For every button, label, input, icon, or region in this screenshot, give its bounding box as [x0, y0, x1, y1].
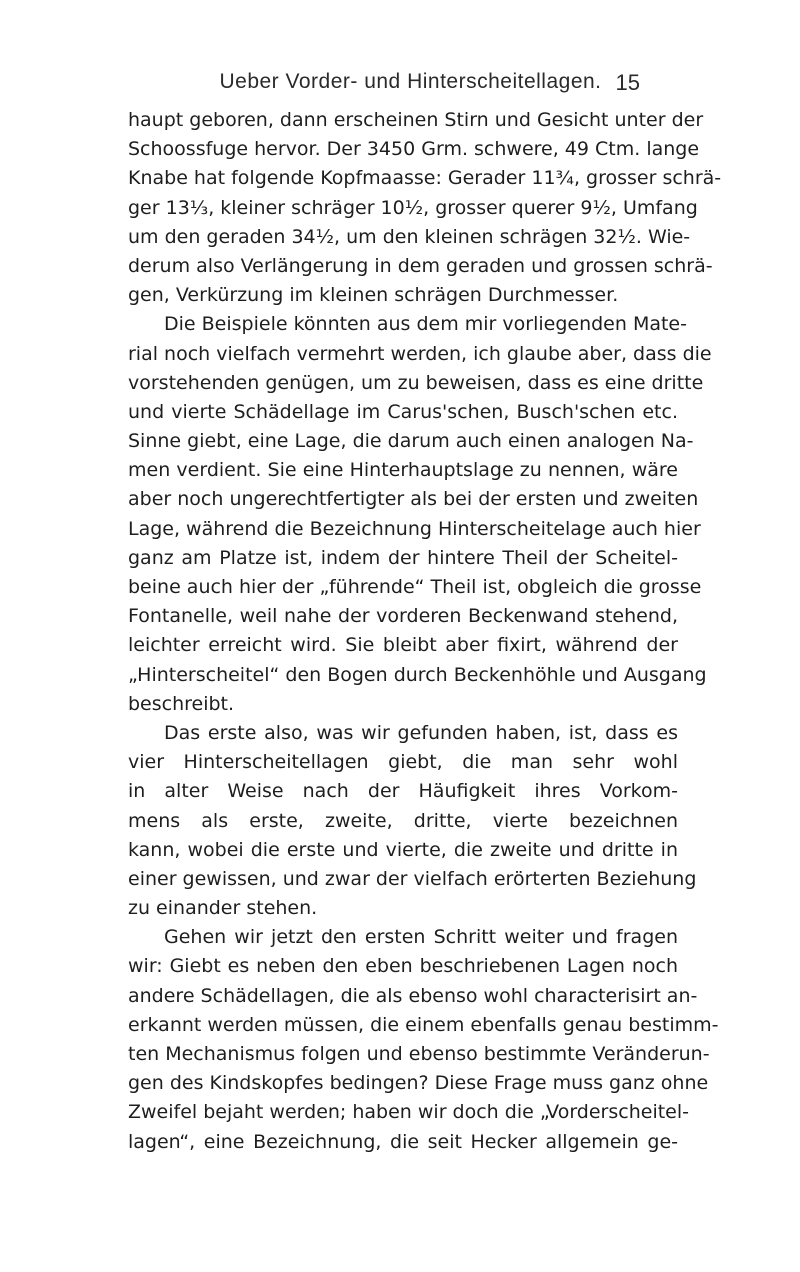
text-line: gen, Verkürzung im kleinen schrägen Durchmesser. — [128, 284, 619, 307]
text-line: ganz am Platze ist, indem der hintere Theil der Scheitel- — [128, 546, 678, 569]
text-line: beschreibt. — [128, 692, 235, 715]
text-line: mens als erste, zweite, dritte, vierte bezeichnen — [128, 809, 678, 832]
text-line: ger 13⅓, kleiner schräger 10½, grosser querer 9½, Umfang — [128, 196, 698, 219]
text-line: Das erste also, was wir gefunden haben, ist, dass es — [164, 721, 678, 744]
text-line: andere Schädellagen, die als ebenso wohl characterisirt an- — [128, 984, 698, 1007]
text-line: Zweifel bejaht werden; haben wir doch die „Vorderscheitel- — [128, 1101, 690, 1124]
text-line: „Hinterscheitel“ den Bogen durch Beckenhöhle und Ausgang — [128, 663, 707, 686]
text-line: leichter erreicht wird. Sie bleibt aber fixirt, während der — [128, 634, 678, 657]
text-line: lagen“, eine Bezeichnung, die seit Hecker allgemein ge- — [128, 1130, 678, 1153]
text-line: haupt geboren, dann erscheinen Stirn und Gesicht unter der — [128, 109, 704, 131]
text-line: und vierte Schädellage im Carus'schen, Busch'schen etc. — [128, 400, 678, 423]
text-line: Sinne giebt, eine Lage, die darum auch einen analogen Na- — [128, 430, 694, 453]
text-line: aber noch ungerechtfertigter als bei der ersten und zweiten — [128, 488, 699, 511]
text-line: Gehen wir jetzt den ersten Schritt weiter und fragen — [164, 926, 678, 949]
text-line: vorstehenden genügen, um zu beweisen, dass es eine dritte — [128, 371, 704, 394]
body-text — [128, 106, 722, 1157]
text-line: zu einander stehen. — [128, 897, 318, 920]
text-line: in alter Weise nach der Häufigkeit ihres Vorkom- — [128, 780, 678, 803]
text-line: wir: Giebt es neben den eben beschriebenen Lagen noch — [128, 955, 678, 978]
page-number: 15 — [615, 70, 640, 95]
running-title: Ueber Vorder- und Hinterscheitellagen. — [219, 70, 602, 93]
text-line: men verdient. Sie eine Hinterhauptslage zu nennen, wäre — [128, 459, 678, 482]
text-line: Die Beispiele könnten aus dem mir vorliegenden Mate- — [164, 313, 687, 336]
text-line: Schoossfuge hervor. Der 3450 Grm. schwere, 49 Ctm. lange — [128, 138, 700, 161]
text-line: derum also Verlängerung in dem geraden und grossen schrä- — [128, 254, 713, 277]
text-line: vier Hinterscheitellagen giebt, die man sehr wohl — [128, 751, 678, 774]
text-line: um den geraden 34½, um den kleinen schrägen 32½. Wie- — [128, 225, 691, 248]
text-line: kann, wobei die erste und vierte, die zweite und dritte in — [128, 838, 678, 861]
text-line: einer gewissen, und zwar der vielfach erörterten Beziehung — [128, 867, 697, 890]
text-line: erkannt werden müssen, die einem ebenfalls genau bestimm- — [128, 1013, 719, 1036]
text-line: rial noch vielfach vermehrt werden, ich glaube aber, dass die — [128, 342, 712, 365]
text-line: Lage, während die Bezeichnung Hinterscheitelage auch hier — [128, 517, 701, 540]
text-line: beine auch hier der „führende“ Theil ist, obgleich die grosse — [128, 576, 702, 598]
text-line: ten Mechanismus folgen und ebenso bestimmte Veränderun- — [128, 1043, 710, 1065]
text-line: Knabe hat folgende Kopfmaasse: Gerader 11¾, grosser schrä- — [128, 167, 722, 190]
text-line: gen des Kindskopfes bedingen? Diese Frage muss ganz ohne — [128, 1072, 709, 1095]
text-line: Fontanelle, weil nahe der vorderen Beckenwand stehend, — [128, 605, 678, 628]
